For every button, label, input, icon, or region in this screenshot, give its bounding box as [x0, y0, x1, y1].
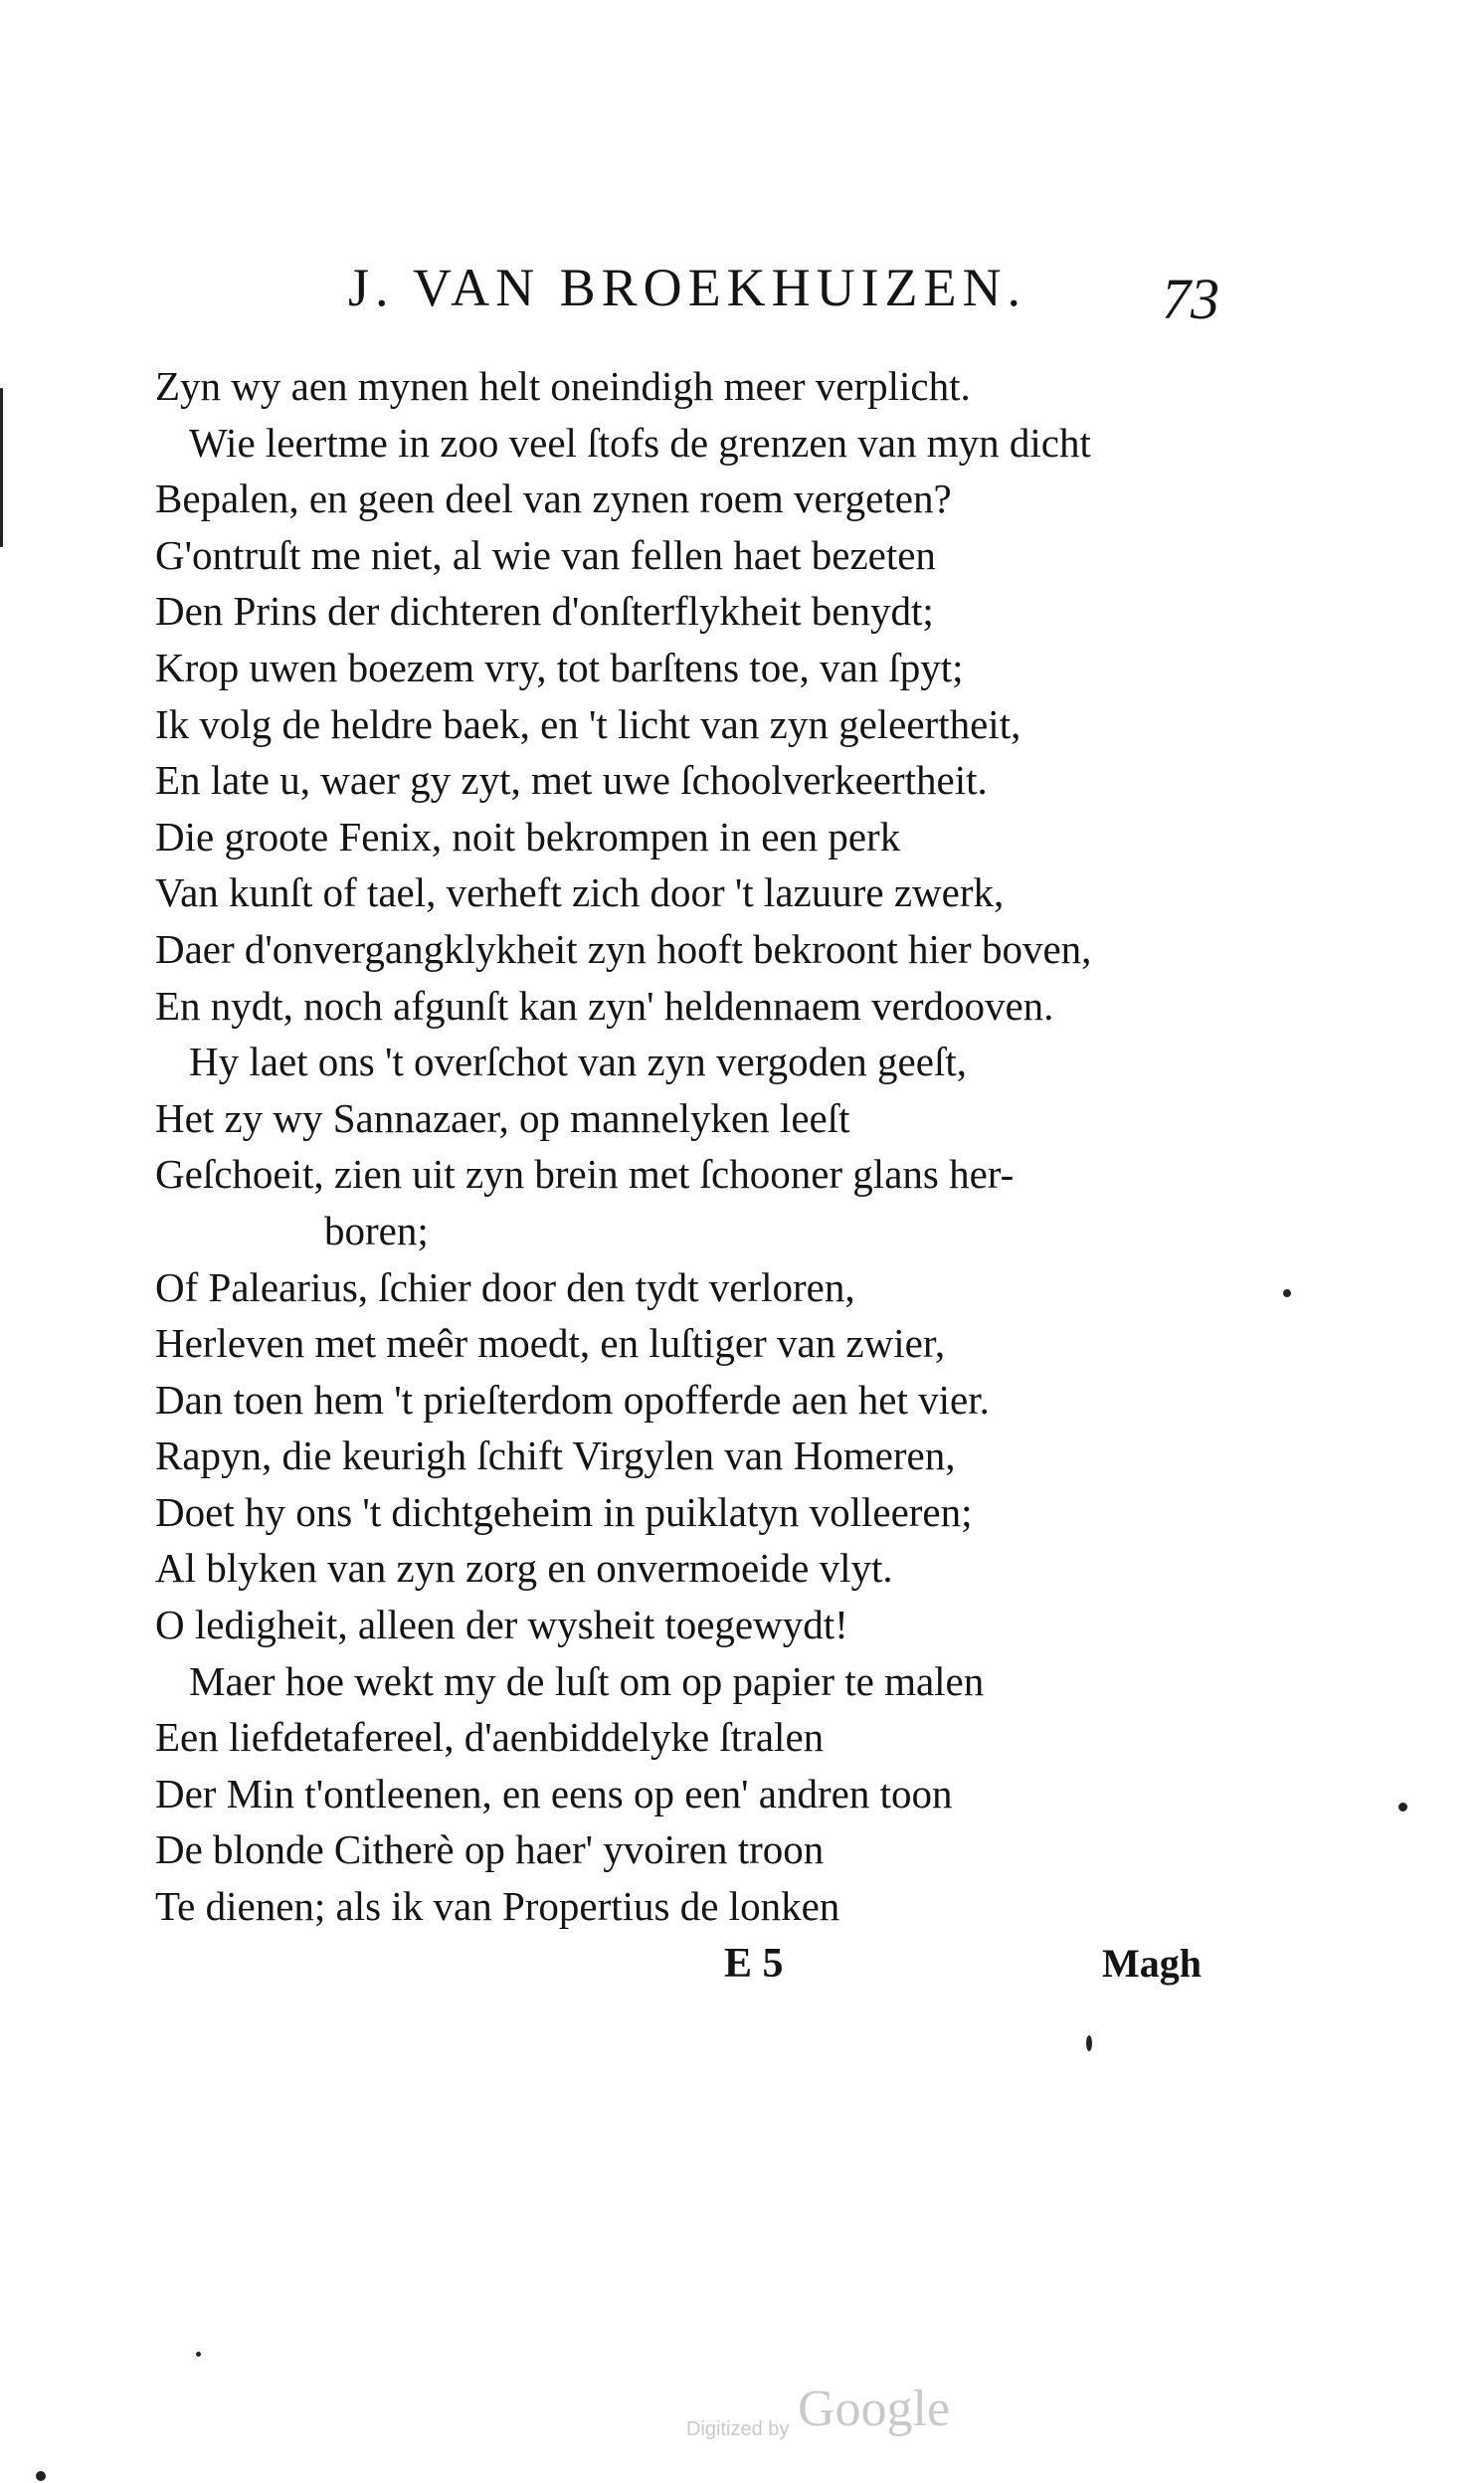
verse-line: G'ontruſt me niet, al wie van fellen haet bezeten [155, 531, 936, 578]
verse-line: Van kunſt of tael, verheft zich door 't lazuure zwerk, [155, 869, 1005, 916]
scan-speck [1398, 1803, 1407, 1812]
verse-line: Wie leertme in zoo veel ſtofs de grenzen van myn dicht [189, 419, 1091, 466]
verse-line: Rapyn, die keurigh ſchift Virgylen van Homeren, [155, 1432, 956, 1479]
page-number: 73 [1162, 267, 1219, 331]
verse-line: Die groote Fenix, noit bekrompen in een perk [155, 813, 901, 860]
google-logo [794, 2382, 983, 2441]
catchword: Magh [1102, 1941, 1202, 1986]
verse-line: Der Min t'ontleenen, en eens op een' andren toon [155, 1770, 953, 1816]
watermark-prefix: Digitized by [686, 2418, 790, 2440]
google-logo-mark [794, 2382, 983, 2441]
verse-line: Maer hoe wekt my de luſt om op papier te malen [189, 1657, 985, 1704]
verse-line: Krop uwen boezem vry, tot barſtens toe, van ſpyt; [155, 644, 964, 690]
scan-speck [36, 2471, 46, 2481]
running-head: J. VAN BROEKHUIZEN. [348, 258, 1027, 317]
google-logo-text: Google [798, 2382, 951, 2437]
verse-line: En nydt, noch afgunſt kan zyn' heldennaem verdooven. [155, 982, 1054, 1029]
verse-line: Het zy wy Sannazaer, op mannelyken leeſt [155, 1094, 850, 1141]
signature-mark: E 5 [724, 1941, 784, 1987]
scan-speck [1283, 1289, 1291, 1297]
scan-speck [196, 2352, 201, 2357]
verse-line: Of Palearius, ſchier door den tydt verloren, [155, 1263, 855, 1310]
verse-line: Dan toen hem 't prieſterdom opofferde aen het vier. [155, 1376, 990, 1423]
verse-line: Daer d'onvergangklykheit zyn hooft bekroont hier boven, [155, 925, 1092, 972]
verse-line: En late u, waer gy zyt, met uwe ſchoolverkeertheit. [155, 757, 988, 804]
verse-line: De blonde Citherè op haer' yvoiren troon [155, 1826, 825, 1873]
verse-line: Al blyken van zyn zorg en onvermoeide vlyt. [155, 1545, 893, 1592]
scan-speck [1086, 2035, 1092, 2051]
digitization-watermark [686, 2382, 983, 2441]
verse-line: Bepalen, en geen deel van zynen roem vergeten? [155, 476, 952, 522]
scan-speck [0, 388, 3, 547]
verse-line: Herleven met meêr moedt, en luſtiger van zwier, [155, 1320, 946, 1367]
verse-line: Doet hy ons 't dichtgeheim in puiklatyn volleeren; [155, 1488, 973, 1535]
verse-line: O ledigheit, alleen der wysheit toegewydt! [155, 1602, 848, 1648]
verse-line: Den Prins der dichteren d'onſterflykheit benydt; [155, 588, 934, 635]
verse-line: Ik volg de heldre baek, en 't licht van zyn geleertheit, [155, 700, 1021, 747]
verse-line: Hy laet ons 't overſchot van zyn vergoden geeſt, [189, 1039, 967, 1085]
verse-line: Zyn wy aen mynen helt oneindigh meer verplicht. [155, 363, 971, 409]
verse-line: Een liefdetafereel, d'aenbiddelyke ſtralen [155, 1714, 825, 1761]
verse-line: Te dienen; als ik van Propertius de lonken [155, 1883, 840, 1930]
poem-text [155, 358, 1239, 1935]
verse-line: Geſchoeit, zien uit zyn brein met ſchooner glans her- [155, 1151, 1015, 1198]
page-footer [0, 1940, 1484, 2000]
verse-turnover: boren; [324, 1207, 429, 1253]
